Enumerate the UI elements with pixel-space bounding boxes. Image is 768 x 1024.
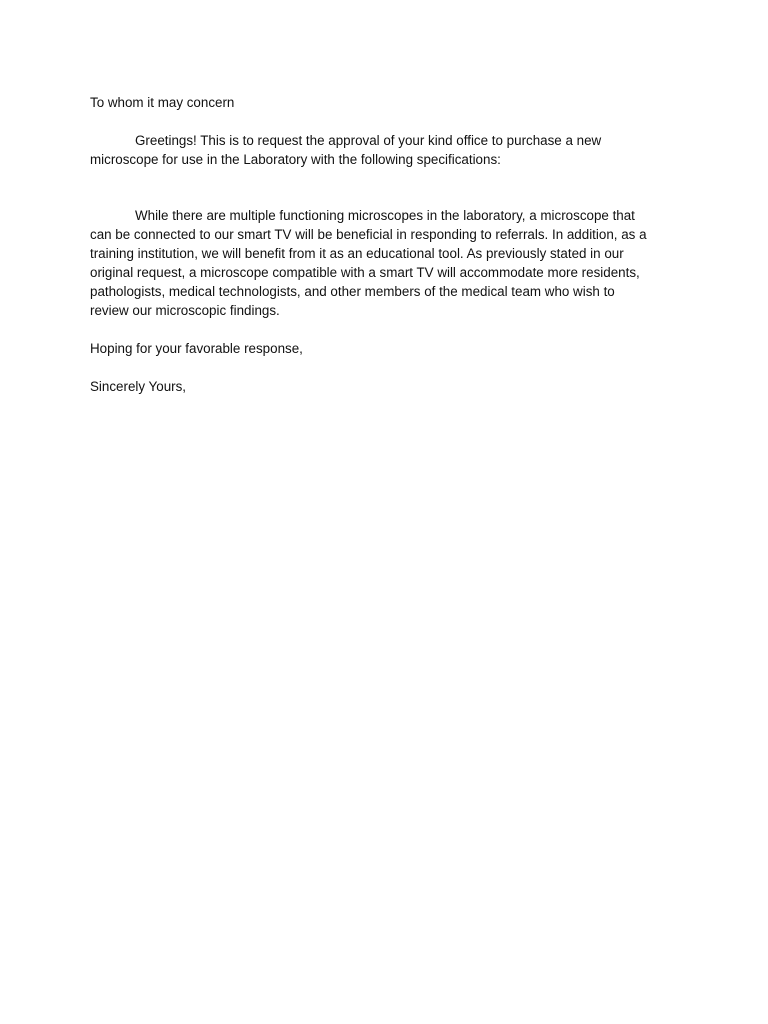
- justification-line-6: review our microscopic findings.: [90, 303, 280, 318]
- salutation: [90, 93, 668, 112]
- greeting-line-1: Greetings! This is to request the approval of your kind office to purchase a new: [135, 133, 602, 148]
- closing-remark: [90, 339, 668, 358]
- justification-line-1: While there are multiple functioning microscopes in the laboratory, a microscope that: [135, 208, 635, 223]
- justification-line-2: can be connected to our smart TV will be beneficial in responding to referrals. In addition, as a: [90, 227, 647, 242]
- sign-off-text: Sincerely Yours,: [90, 379, 187, 394]
- justification-line-3: training institution, we will benefit from it as an educational tool. As previously stated in our: [90, 246, 624, 261]
- greeting-line-2: microscope for use in the Laboratory with the following specifications:: [90, 152, 501, 167]
- justification-paragraph: [90, 206, 668, 320]
- salutation-text: To whom it may concern: [90, 95, 235, 110]
- justification-line-4: original request, a microscope compatible with a smart TV will accommodate more residents,: [90, 265, 640, 280]
- sign-off: [90, 377, 668, 396]
- greeting-paragraph: [90, 131, 668, 169]
- closing-remark-text: Hoping for your favorable response,: [90, 341, 303, 356]
- justification-line-5: pathologists, medical technologists, and other members of the medical team who wish to: [90, 284, 615, 299]
